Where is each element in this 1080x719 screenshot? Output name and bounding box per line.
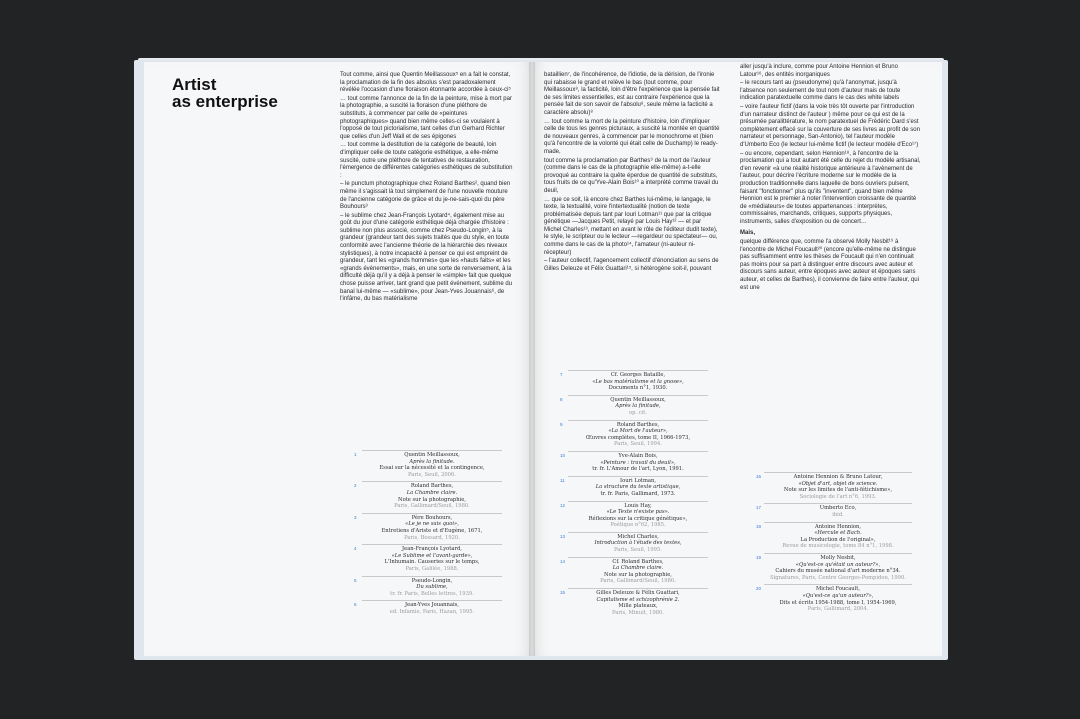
footnote-title: La Chambre claire. xyxy=(612,565,664,572)
footnote-detail: Documents n°1, 1930. xyxy=(608,385,668,392)
paragraph: bataillien⁷, de l'incohérence, de l'idiotie, de la dérision, de l'ironie qui rabaisse le grand et relève le bas (tout comme, pour Meillassoux⁸, la facticité, loin d'être l'expérience que la pensée fait de ses limites essentielles, est au contraire l'expérience que la pensée fait de son savoir de l'absolu⁸, seule même la facticité a caractère absolu)⁸ xyxy=(544,72,720,116)
footnote xyxy=(560,588,708,618)
body-text-column-middle xyxy=(544,72,720,274)
footnote-publisher: ibid. xyxy=(832,511,844,518)
footnote-author: Pseudo-Longin, xyxy=(411,577,453,584)
footnote-author: Umberto Eco, xyxy=(819,505,857,512)
footnote-publisher: Paris, Gallimard/Seuil, 1980. xyxy=(394,503,470,510)
paragraph: – le punctum photographique chez Roland Barthes², quand bien même il s'agissait là tout simplement de l'une nouvelle mouture de l'ancienne catégorie de grâce et du je-ne-sais-quoi du père Bouhours³ xyxy=(340,181,511,211)
paragraph: – le recours tant au (pseudonyme) qu'à l'anonymat, jusqu'à l'absence non seulement de tout nom d'auteur mais de toute indication paratextuelle comme dans le cas des white labels xyxy=(740,80,901,102)
footnote-title: Capitalisme et schizophrénie 2. xyxy=(596,596,680,603)
paragraph: – ou encore, cependant, selon Hennion¹⁸, à l'encontre de la proclamation qui a tout autant été celle du rejet du modèle artisanal, d'en revenir «à une réalité historique antérieure à l'avènement de l'auteur, pour décrire l'écriture moderne sur le modèle de la production traditionnelle dans laquelle de bons ouvriers pulsent, faisant "fonctionner" plus qu'ils "inventent", quand bien même Hennion est le premier à noter l'intervention croissante de quantité de «médiateurs» de toutes appartenances : interprètes, commissaires, marchands, critiques, supports physiques, instruments, salles d'exposition ou de concert… xyxy=(740,150,921,225)
footnote-detail: La Production de l'original», xyxy=(800,536,876,543)
footnote-num: 9 xyxy=(560,421,563,427)
footnote-author: Quentin Meillassoux, xyxy=(404,452,460,458)
footnote xyxy=(354,544,502,574)
title-line-1: Artist xyxy=(172,75,217,94)
footnote xyxy=(756,522,912,552)
paragraph: quelque différence que, comme l'a observé Molly Nesbit¹⁹ à l'encontre de Michel Foucault²⁰ (encore qu'elle-même ne distingue pas suffisamment entre les thèses de Foucault qui n'en continuait pas moins pour sa part à distinguer entre discours avec auteur et discours sans auteur, entre époques avec auteur et époques sans auteur, et celles de Barthes), il convienne de faire entre l'auteur, qui est une xyxy=(740,239,919,291)
footnote-num: 7 xyxy=(560,372,563,377)
paragraph: tout comme la proclamation par Barthes⁹ de la mort de l'auteur (comme dans le cas de la photographie elle-même) a-t-elle provoqué au contraire la quête éperdue de quantité de substituts, tous fruits de ce qu'Yve-Alain Bois¹⁰ a interprété comme travail du deuil, xyxy=(544,157,719,194)
footnote-title: Après la finitude, xyxy=(615,403,661,410)
footnote-publisher: Poétique n°62, 1985. xyxy=(610,522,666,529)
footnote xyxy=(354,513,502,543)
footnote-detail: Essai sur la nécessité et la contingence, xyxy=(379,465,485,472)
footnote-detail: tr. fr. Paris, Gallimard, 1973. xyxy=(600,490,676,497)
footnote-publisher: Signatures, Paris, Centre Georges-Pompidou, 1990. xyxy=(770,574,906,581)
footnote-publisher: tr. fr. Paris, Belles lettres, 1939. xyxy=(390,590,474,597)
footnote-num: 10 xyxy=(560,452,566,458)
footnote-title: «Peinture : travail du deuil», xyxy=(600,459,676,466)
footnote-num: 15 xyxy=(560,590,566,596)
footnote-author: Yve-Alain Bois, xyxy=(618,452,658,459)
paragraph: … tout comme la destitution de la catégorie de beauté, loin d'impliquer celle de toute catégorie esthétique, a elle-même suscité, outre une pléthore de tentatives de restauration, l'émergence de différentes catégories esthétiques de substitution : xyxy=(340,142,513,179)
footnote-publisher: ed. Infamie, Paris, Hazan, 1995. xyxy=(389,608,475,615)
footnote-num: 14 xyxy=(560,558,566,564)
footnote-author: Gilles Deleuze & Félix Guattari, xyxy=(596,590,680,597)
footnote-publisher: Revue de musicologie, tome 84 n°1, 1998. xyxy=(782,543,894,550)
footnote-num: 2 xyxy=(354,483,357,489)
footnote xyxy=(560,557,708,587)
footnote-detail: Cahiers du musée national d'art moderne n°34. xyxy=(775,568,901,575)
footnote-publisher: Paris, Galilée, 1988. xyxy=(405,565,459,572)
footnotes-left xyxy=(354,450,502,618)
footnote xyxy=(354,600,502,617)
footnote-detail: Entretiens d'Ariste et d'Eugène, 1671, xyxy=(381,527,483,534)
footnote xyxy=(354,481,502,511)
footnote-title: Après la finitude. xyxy=(409,458,455,465)
footnote xyxy=(560,532,708,556)
footnote-num: 1 xyxy=(354,452,357,457)
footnote-title: Introduction à l'étude des textes, xyxy=(594,540,682,547)
footnote-title: «Qu'est-ce qu'était un auteur?», xyxy=(795,561,881,568)
footnote-title: Du sublime, xyxy=(416,584,448,591)
footnote-publisher: Paris, Bossard, 1920. xyxy=(404,534,460,541)
footnote-author: Roland Barthes, xyxy=(616,421,660,428)
footnote-title: «Objet d'art, objet de science. xyxy=(798,480,878,487)
footnote-publisher: op. cit. xyxy=(628,409,648,416)
footnote-author: Iouri Lotman, xyxy=(620,477,656,484)
footnote-publisher: Paris, Gallimard/Seuil, 1980. xyxy=(600,578,676,585)
footnote-author: Roland Barthes, xyxy=(410,483,454,490)
footnote xyxy=(756,472,912,502)
paragraph: – le sublime chez Jean-François Lyotard⁴, également mise au goût du jour d'une catégorie esthétique déjà chargée d'histoire : sublime non plus associé, comme chez Pseudo-Longin⁵, à la grandeur (grandeur tant des sujets traités que du style, en toute conformité avec l'ancienne théorie de la hiérarchie des niveaux stylistiques), à notre incapacité à penser ce qui est empreint de grandeur, tant les «grands hommes» que les «hauts faits» et les «grands événements», mais, en une sorte de renversement, à la difficulté déjà qu'il y a déjà à penser le «simple» fait que quelque chose puisse arriver, tant grand que petit événement, sublime du banal lui-même — «sublime», pour Jean-Yves Jouannais⁶, de l'infâme, du bas matérialisme xyxy=(340,212,513,303)
footnote-author: Michel Foucault, xyxy=(815,586,861,593)
paragraph: – voire l'auteur fictif (dans la voie très tôt ouverte par l'introduction d'un narrateur distinct de l'auteur ) même pour ce qui est de la présumée paralittérature, le nom paratextuel de Frédéric Dard s'est complètement effacé sur la couverture de ses livres au profit de son narrateur et personnage, San-Antonio), tel l'auteur modèle d'Umberto Eco (le lecteur lui-même fictif (le lecteur modèle d'Eco¹⁷) xyxy=(740,103,920,148)
paragraph: … que ce soit, là encore chez Barthes lui-même, le langage, le texte, la textualité, voire l'intertextualité (notion de texte problématisée depuis tant par Iouri Lotman¹¹ que par la critique génétique —Jacques Petit, relayé par Louis Hay¹² — et par Michel Charles¹³, mettant en avant le rôle de l'éditeur dudit texte), le style, le scripteur ou le lecteur —regardeur ou spectateur— ou, comme dans le cas de la photo¹⁴, l'amateur (ni-auteur ni-récepteur) xyxy=(544,196,718,256)
footnote xyxy=(756,584,912,614)
right-page xyxy=(532,62,942,656)
footnote-title: «Le bas matérialisme et la gnose», xyxy=(592,378,684,385)
footnote-author: Louis Hay, xyxy=(624,502,652,509)
footnote-num: 4 xyxy=(354,546,357,552)
footnote xyxy=(560,476,708,500)
body-text-column-left xyxy=(340,72,514,305)
footnote-publisher: Paris, Seuil, 1995. xyxy=(614,547,662,554)
footnote-title: «Qu'est-ce qu'un auteur?», xyxy=(802,592,874,599)
footnote-title: «Le je ne sais quoi», xyxy=(405,521,459,528)
footnote-detail: L'Inhumain. Causeries sur le temps, xyxy=(384,559,480,566)
footnote-author: Quentin Meillassoux, xyxy=(610,396,666,403)
footnote-author: Molly Nesbit, xyxy=(820,554,856,561)
footnote-publisher: Sociologie de l'art n°6, 1993. xyxy=(799,493,877,500)
footnotes-middle xyxy=(560,370,708,619)
footnote-author: Cf. Georges Bataille, xyxy=(610,372,666,378)
footnote-detail: Note sur la photographie, xyxy=(604,571,672,578)
open-book xyxy=(124,52,950,664)
footnote-author: Jean-Yves Jouannais, xyxy=(405,602,459,609)
footnote-detail: Réflexions sur la critique génétique», xyxy=(588,515,688,522)
paragraph: Tout comme, ainsi que Quentin Meillassoux⁵ en a fait le constat, la proclamation de la fin des absolus s'est paradoxalement révélée l'occasion d'une floraison étonnante accordée à ceux-ci⁵ xyxy=(340,72,511,94)
footnote-num: 8 xyxy=(560,396,563,402)
paragraph: … tout comme l'annonce de la fin de la peinture, mise à mort par la photographie, a suscité la floraison d'une pléthore de substituts, à commencer par celle de «peintures photographiques» quand bien même celles-ci se voulaient à l'opposé de tout pictorialisme, tant celles d'un Gerhard Richter que celles d'un Jeff Wall et de ses épigones xyxy=(340,95,512,140)
footnote-num: 13 xyxy=(560,533,566,539)
footnote-publisher: Paris, Seuil, 1994. xyxy=(614,441,662,448)
footnote-num: 19 xyxy=(756,554,762,560)
footnote-num: 3 xyxy=(354,514,357,520)
footnote-publisher: Paris, Minuit, 1980. xyxy=(612,609,664,616)
footnote xyxy=(354,576,502,600)
footnote-title: «Le Sublime et l'avant-garde», xyxy=(391,552,473,559)
footnote xyxy=(756,553,912,583)
footnote-detail: Dits et écrits 1954-1988, tome I, 1954-1969, xyxy=(779,599,897,606)
footnote xyxy=(560,501,708,531)
footnote-num: 18 xyxy=(756,523,762,529)
footnote-author: Jean-François Lyotard, xyxy=(402,546,462,553)
footnote xyxy=(560,370,708,394)
footnote xyxy=(560,395,708,419)
footnote-num: 16 xyxy=(756,474,762,479)
footnote-detail: Œuvres complètes, tome II, 1966-1973, xyxy=(585,434,691,441)
footnote-num: 12 xyxy=(560,502,566,508)
footnote-num: 6 xyxy=(354,602,357,608)
footnote-detail: Note sur les limites de l'anti-fétichisme», xyxy=(783,487,893,494)
footnote-num: 17 xyxy=(756,505,762,511)
footnote-author: Père Bouhours, xyxy=(411,514,453,521)
page-title xyxy=(172,76,278,110)
footnote-author: Michel Charles, xyxy=(617,533,659,540)
footnote-publisher: Paris, Gallimard, 2004. xyxy=(807,606,869,613)
paragraph: – l'auteur collectif, l'agencement collectif d'énonciation au sens de Gilles Deleuze et Félix Guattari¹⁵, si hétérogène soit-il, pouvant xyxy=(544,258,719,272)
book-gutter xyxy=(529,62,535,656)
paragraph: … tout comme la mort de la peinture d'histoire, loin d'impliquer celle de tous les genres picturaux, a suscité la montée en quantité de nouveaux genres, à commencer par le monochrome et (bien qu'à l'encontre de la volonté qui était celle de Duchamp) le ready-made, xyxy=(544,118,720,155)
footnote-detail: tr. fr. L'Amour de l'art, Lyon, 1991. xyxy=(592,466,684,473)
body-text-column-right xyxy=(740,64,922,293)
footnote-title: «Le Texte n'existe pas». xyxy=(606,509,670,516)
footnote-detail: Note sur la photographie, xyxy=(398,496,466,503)
paragraph: Mais, xyxy=(740,230,756,237)
footnote-num: 5 xyxy=(354,577,357,583)
footnote-author: Cf. Roland Barthes, xyxy=(612,558,664,565)
footnote-title: «Hercule et Bach. xyxy=(814,530,862,537)
footnote-num: 20 xyxy=(756,586,762,592)
footnote xyxy=(560,420,708,450)
footnote-title: «La Mort de l'auteur», xyxy=(608,428,668,435)
footnote xyxy=(756,503,912,520)
left-page xyxy=(144,62,532,656)
footnote-author: Antoine Hennion, xyxy=(814,523,862,530)
footnote-publisher: Paris, Seuil, 2006. xyxy=(408,471,456,478)
footnote-detail: Mille plateaux, xyxy=(618,603,658,610)
footnotes-right xyxy=(756,472,912,616)
footnote xyxy=(354,450,502,480)
footnote-title: La structure du texte artistique, xyxy=(595,484,681,491)
footnote-num: 11 xyxy=(560,477,565,483)
title-line-2: as enterprise xyxy=(172,92,278,111)
footnote xyxy=(560,451,708,475)
footnote-title: La Chambre claire. xyxy=(406,489,458,496)
paragraph: aller jusqu'à inclure, comme pour Antoine Hennion et Bruno Latour¹⁶, des entités inorganiques xyxy=(740,64,898,78)
footnote-author: Antoine Hennion & Bruno Latour, xyxy=(793,474,883,480)
